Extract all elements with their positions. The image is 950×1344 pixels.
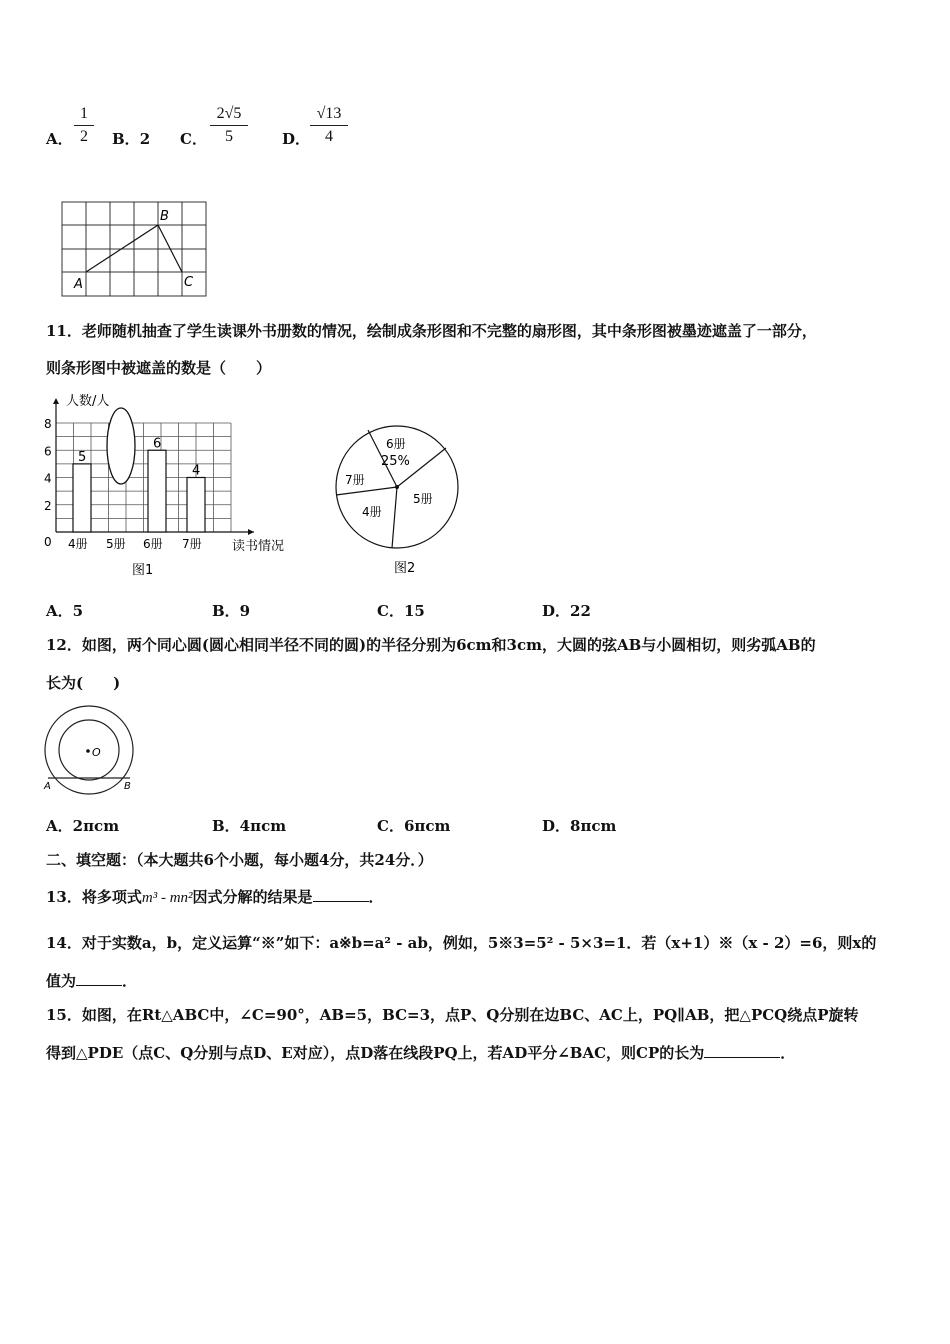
label-a: A [44, 781, 51, 792]
q12-concentric-circles-figure [40, 702, 140, 798]
fraction-numerator: 1 [80, 105, 88, 122]
pie-slice-label: 5册 [413, 492, 433, 506]
label-b: B [124, 781, 131, 792]
q10-option-b: B．2 [112, 130, 151, 148]
q14-text-line2: 值为 ． [46, 972, 138, 990]
q10-option-a-letter: A． [46, 130, 73, 148]
label-o: O [92, 746, 101, 759]
y-tick-label: 8 [44, 417, 52, 431]
q10-grid-figure [58, 198, 218, 300]
y-tick-label: 4 [44, 471, 52, 486]
y-tick-label: 2 [44, 498, 52, 513]
answer-blank [313, 901, 369, 902]
bar [187, 478, 205, 533]
q11-text-line1: 11．老师随机抽查了学生读课外书册数的情况，绘制成条形图和不完整的扇形图，其中条形图被墨迹遮盖了一部分， [46, 322, 817, 340]
fraction-denominator: 4 [325, 128, 333, 145]
fraction-denominator: 2 [80, 128, 88, 145]
q15-text-line2: 得到△PDE（点C、Q分别与点D、E对应），点D落在线段PQ上，若AD平分∠BAC，则CP的长为 ． [46, 1044, 796, 1062]
center-point [86, 749, 90, 753]
q10-option-c-fraction [210, 105, 248, 146]
y-tick-label: 6 [44, 444, 52, 459]
polynomial-expression: m³ - mn² [141, 890, 193, 906]
q11-option-a: A．5 [46, 602, 84, 620]
q12-text-line2: 长为( ) [46, 674, 121, 692]
x-tick-label: 6册 [143, 537, 163, 551]
q11-option-c: C．15 [377, 602, 425, 620]
q11-option-d: D．22 [542, 602, 591, 620]
q10-option-a-fraction [74, 105, 94, 146]
q10-option-d-letter: D． [282, 130, 311, 148]
fraction-numerator: √13 [316, 105, 342, 122]
x-tick-label: 4册 [68, 537, 88, 551]
pie-slice-label: 6册 [386, 437, 406, 451]
pie-slice-label: 7册 [345, 473, 365, 487]
bar-value-label: 5 [78, 449, 87, 465]
pie-slice-label: 4册 [362, 505, 382, 519]
ink-blot [107, 408, 135, 484]
q11-text-line2: 则条形图中被遮盖的数是（ ） [46, 359, 272, 377]
x-tick-label: 5册 [106, 537, 126, 551]
bar [148, 450, 166, 532]
answer-blank [704, 1057, 780, 1058]
bar-value-label: 6 [153, 436, 162, 452]
q15-text-line1: 15．如图，在Rt△ABC中，∠C=90°，AB=5，BC=3，点P、Q分别在边BC、AC上，PQ∥AB，把△PCQ绕点P旋转 [46, 1006, 859, 1024]
y-axis-arrow [53, 398, 59, 404]
y-tick-label: 0 [44, 535, 52, 549]
q12-text-line1: 12．如图，两个同心圆(圆心相同半径不同的圆)的半径分别为6cm和3cm，大圆的弦AB与小圆相切，则劣弧AB的 [46, 636, 816, 654]
chart-title: 图2 [394, 561, 416, 576]
bar-value-label: 4 [192, 463, 201, 479]
q11-bar-chart [36, 388, 306, 588]
q12-option-d: D．8πcm [542, 817, 617, 835]
label-a: A [74, 277, 83, 292]
y-axis-label: 人数/人 [66, 394, 110, 409]
x-axis-arrow [248, 529, 254, 535]
q12-option-a: A．2πcm [46, 817, 120, 835]
chart-title: 图1 [132, 563, 154, 578]
pie-slice-value: 25% [381, 454, 410, 469]
answer-blank [76, 985, 122, 986]
x-axis-label: 读书情况 [232, 539, 285, 554]
fraction-denominator: 5 [225, 128, 233, 145]
q12-option-c: C．6πcm [377, 817, 451, 835]
q14-text-line1: 14．对于实数a，b，定义运算“※”如下：a※b=a² - ab，例如，5※3=5² - 5×3=1．若（x+1）※（x - 2）=6，则x的 [46, 934, 877, 952]
fraction-numerator: 2√5 [216, 105, 242, 122]
x-tick-label: 7册 [182, 537, 202, 551]
label-c: C [184, 275, 194, 290]
section-heading: 二、填空题：（本大题共6个小题，每小题4分，共24分．） [46, 851, 433, 869]
bar [73, 464, 91, 532]
label-b: B [160, 209, 169, 224]
q10-option-c-letter: C． [180, 130, 207, 148]
q10-option-d-fraction [310, 105, 348, 146]
q12-option-b: B．4πcm [212, 817, 287, 835]
pie-center [395, 485, 399, 489]
q11-option-b: B．9 [212, 602, 251, 620]
q11-pie-chart [330, 420, 470, 585]
q13-text: 13．将多项式m³ - mn²因式分解的结果是 ． [46, 888, 384, 906]
